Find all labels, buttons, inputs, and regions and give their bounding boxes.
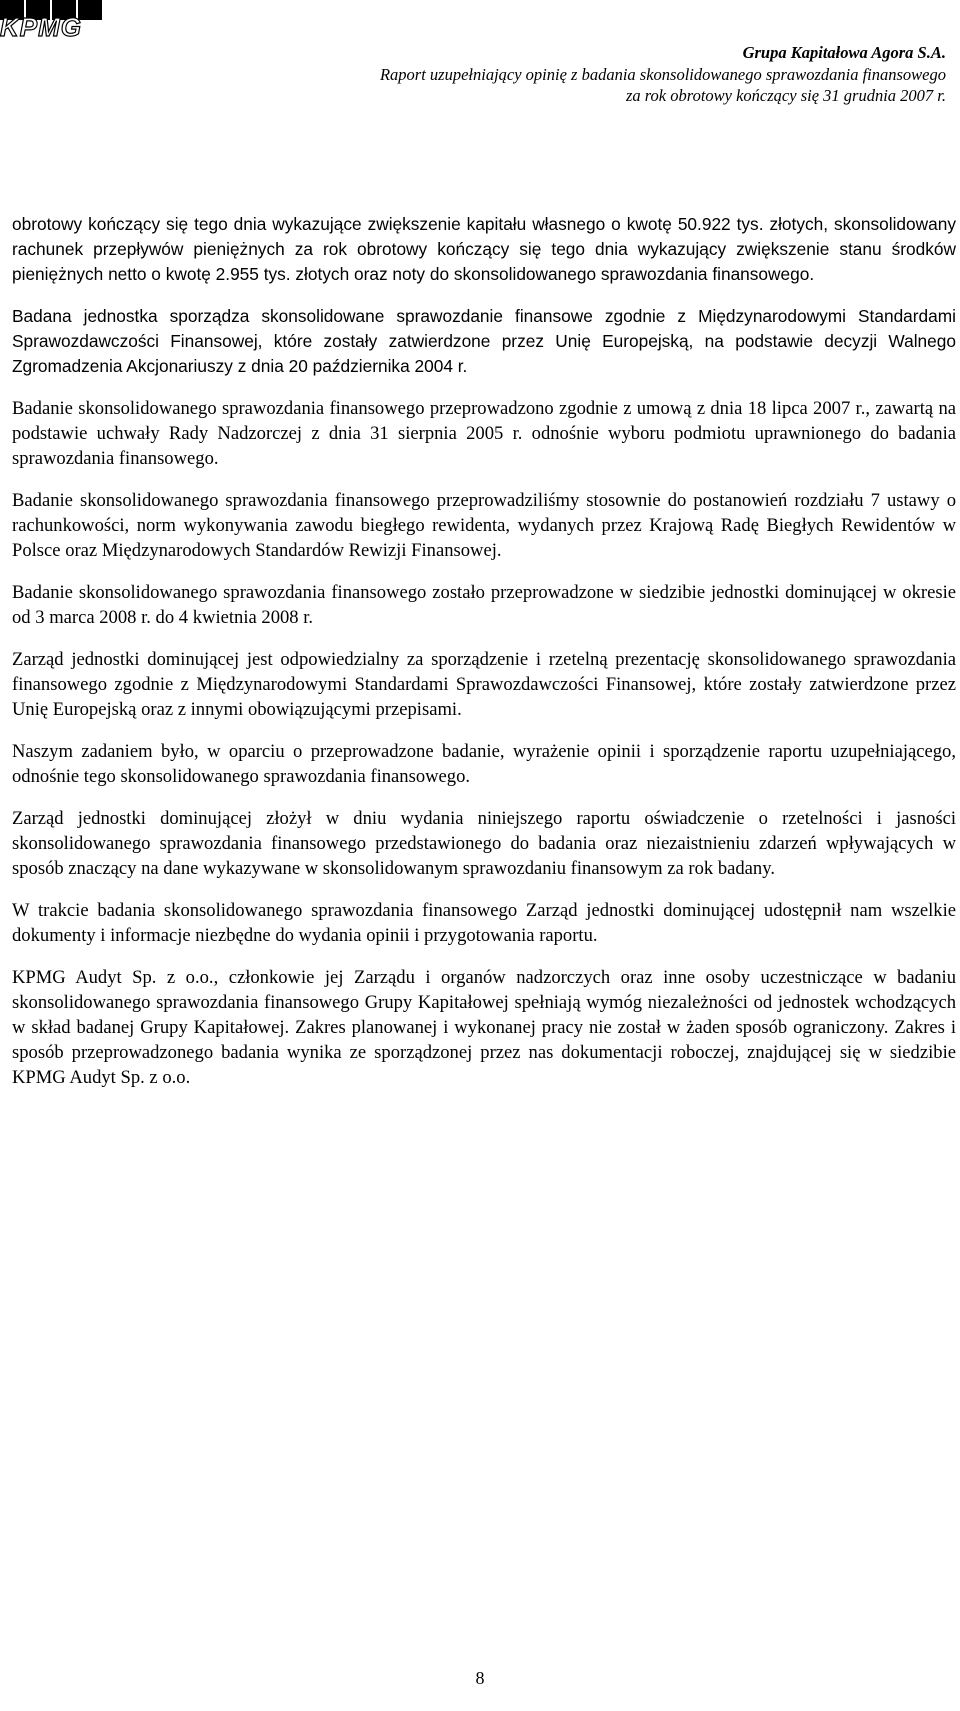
header-report-period: za rok obrotowy kończący się 31 grudnia 2007 r.: [625, 86, 946, 105]
paragraph-3: Badanie skonsolidowanego sprawozdania finansowego przeprowadzono zgodnie z umową z dnia 18 lipca 2007 r., zawartą na podstawie uchwały Rady Nadzorczej z dnia 31 sierpnia 2005 r. odnośnie wyboru podmiotu uprawnionego do badania sprawozdania finansowego.: [12, 398, 956, 469]
logo-wordmark: KPMG: [0, 12, 82, 42]
paragraph-8: Zarząd jednostki dominującej złożył w dniu wydania niniejszego raportu oświadczenie o rzetelności i jasności skonsolidowanego sprawozdania finansowego przedstawionego do badania oraz niezaistnieniu zdarzeń wpływających w sposób znaczący na dane wykazywane w skonsolidowanym sprawozdaniu finansowym za rok badany.: [12, 808, 956, 879]
paragraph-5: Badanie skonsolidowanego sprawozdania finansowego zostało przeprowadzone w siedzibie jednostki dominującej w okresie od 3 marca 2008 r. do 4 kwietnia 2008 r.: [12, 582, 956, 628]
header-company: Grupa Kapitałowa Agora S.A.: [742, 43, 946, 62]
paragraph-9: W trakcie badania skonsolidowanego sprawozdania finansowego Zarząd jednostki dominującej udostępnił nam wszelkie dokumenty i informacje niezbędne do wydania opinii i przygotowania raportu.: [12, 900, 956, 946]
paragraph-10: KPMG Audyt Sp. z o.o., członkowie jej Zarządu i organów nadzorczych oraz inne osoby uczestniczące w badaniu skonsolidowanego sprawozdania finansowego Grupy Kapitałowej spełniają wymóg niezależności od jednostek wchodzących w skład badanej Grupy Kapitałowej. Zakres planowanej i wykonanej pracy nie został w żaden sposób ograniczony. Zakres i sposób przeprowadzonego badania wynika ze sporządzonej przez nas dokumentacji roboczej, znajdującej się w siedzibie KPMG Audyt Sp. z o.o.: [12, 967, 956, 1088]
kpmg-logo: [0, 0, 102, 40]
page-header: [380, 42, 946, 106]
paragraph-4: Badanie skonsolidowanego sprawozdania finansowego przeprowadziliśmy stosownie do postanowień rozdziału 7 ustawy o rachunkowości, norm wykonywania zawodu biegłego rewidenta, wydanych przez Krajową Radę Biegłych Rewidentów w Polsce oraz Międzynarodowych Standardów Rewizji Finansowej.: [12, 490, 956, 561]
paragraph-6: Zarząd jednostki dominującej jest odpowiedzialny za sporządzenie i rzetelną prezentację skonsolidowanego sprawozdania finansowego zgodnie z Międzynarodowymi Standardami Sprawozdawczości Finansowej, które zostały zatwierdzone przez Unię Europejską oraz z innymi obowiązującymi przepisami.: [12, 649, 956, 720]
document-body: [12, 212, 956, 1107]
paragraph-1: obrotowy kończący się tego dnia wykazujące zwiększenie kapitału własnego o kwotę 50.922 tys. złotych, skonsolidowany rachunek przepływów pieniężnych za rok obrotowy kończący się tego dnia wykazujący zwiększenie stanu środków pieniężnych netto o kwotę 2.955 tys. złotych oraz noty do skonsolidowanego sprawozdania finansowego.: [12, 214, 956, 284]
paragraph-7: Naszym zadaniem było, w oparciu o przeprowadzone badanie, wyrażenie opinii i sporządzenie raportu uzupełniającego, odnośnie tego skonsolidowanego sprawozdania finansowego.: [12, 741, 956, 787]
header-report-title: Raport uzupełniający opinię z badania skonsolidowanego sprawozdania finansowego: [379, 65, 946, 84]
page-number: 8: [475, 1668, 485, 1688]
paragraph-2: Badana jednostka sporządza skonsolidowane sprawozdanie finansowe zgodnie z Międzynarodowymi Standardami Sprawozdawczości Finansowej, które zostały zatwierdzone przez Unię Europejską, na podstawie decyzji Walnego Zgromadzenia Akcjonariuszy z dnia 20 października 2004 r.: [12, 306, 956, 376]
